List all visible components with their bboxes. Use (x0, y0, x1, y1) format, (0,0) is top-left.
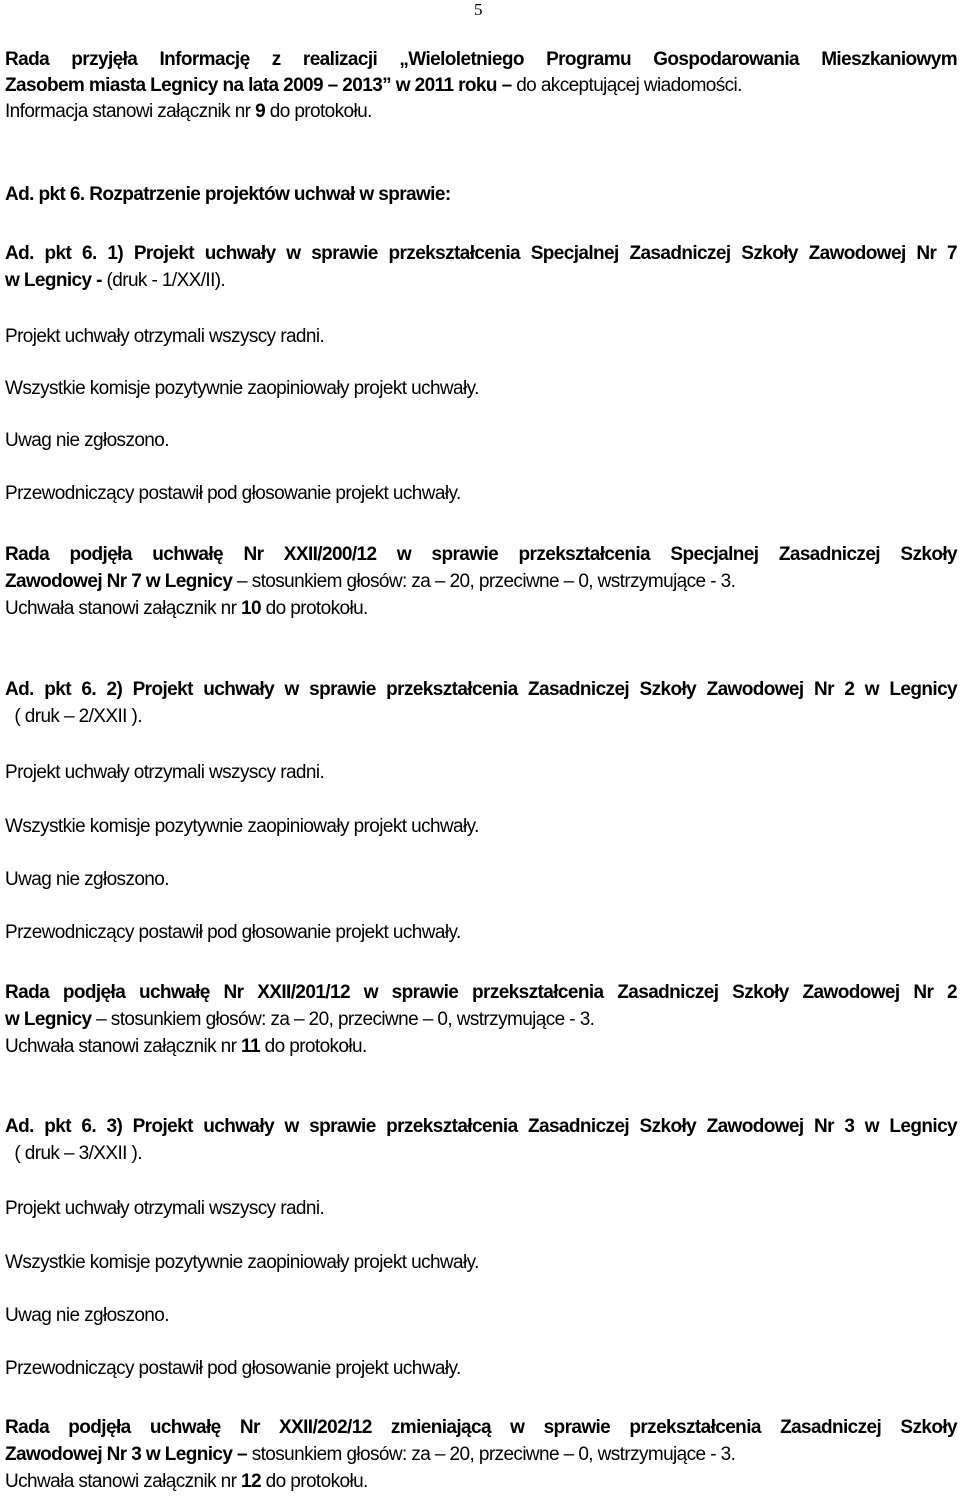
item-2-attachment-number: 11 (241, 1036, 260, 1057)
item-3-heading-druk: ( druk – 3/XXII ). (5, 1143, 142, 1164)
item-2-attachment (5, 1034, 957, 1060)
item-2-heading-druk: ( druk – 2/XXII ). (5, 706, 142, 727)
intro-line-1: Rada przyjęła Informację z realizacji „Wieloletniego Programu Gospodarowania Mieszkaniowym (5, 49, 957, 70)
item-3-attachment-number: 12 (241, 1471, 261, 1492)
item-2-attachment-text: Uchwała stanowi załącznik nr (5, 1036, 242, 1057)
item-1-resolution-bold: Zawodowej Nr 7 w Legnicy (5, 571, 233, 592)
item-2-vote-call: Przewodniczący postawił pod głosowanie projekt uchwały. (5, 922, 461, 943)
item-1-vote-call: Przewodniczący postawił pod głosowanie projekt uchwały. (5, 483, 461, 504)
item-3-received: Projekt uchwały otrzymali wszyscy radni. (5, 1198, 325, 1219)
intro-attachment-number: 9 (255, 101, 266, 122)
item-3-attachment (5, 1469, 957, 1495)
item-3-attachment-text: Uchwała stanowi załącznik nr (5, 1471, 242, 1492)
item-1-vote-result: – stosunkiem głosów: za – 20, przeciwne – 0, wstrzymujące - 3. (232, 571, 736, 592)
section-heading-prefix: Ad. pkt 6. (5, 184, 85, 205)
item-2-heading-line-2 (5, 704, 957, 730)
item-1-attachment-text: Uchwała stanowi załącznik nr (5, 598, 242, 619)
item-2-committees: Wszystkie komisje pozytywnie zaopiniowały projekt uchwały. (5, 816, 479, 837)
intro-line-2 (5, 73, 957, 99)
item-1-attachment-suffix: do protokołu. (260, 598, 368, 619)
item-2-no-remarks: Uwag nie zgłoszono. (5, 869, 169, 890)
intro-line-2-normal: do akceptującej wiadomości. (511, 75, 742, 96)
item-3-resolution-line-2 (5, 1442, 957, 1468)
item-1-resolution-line-1: Rada podjęła uchwałę Nr XXII/200/12 w sprawie przekształcenia Specjalnej Zasadniczej Szkoły (5, 544, 957, 565)
item-3-vote-call: Przewodniczący postawił pod głosowanie projekt uchwały. (5, 1358, 461, 1379)
item-1-attachment-number: 10 (241, 598, 261, 619)
item-2-resolution-line-1: Rada podjęła uchwałę Nr XXII/201/12 w sprawie przekształcenia Zasadniczej Szkoły Zawodowej Nr 2 (5, 982, 957, 1003)
item-1-resolution-line-2 (5, 569, 957, 595)
item-2-resolution-line-2 (5, 1007, 957, 1033)
item-3-committees: Wszystkie komisje pozytywnie zaopiniowały projekt uchwały. (5, 1252, 479, 1273)
item-1-heading-line-2 (5, 268, 957, 294)
intro-attachment (5, 99, 957, 125)
item-1-heading-line-1: Ad. pkt 6. 1) Projekt uchwały w sprawie przekształcenia Specjalnej Zasadniczej Szkoły Zawodowej Nr 7 (5, 243, 957, 264)
intro-attachment-suffix: do protokołu. (265, 101, 372, 122)
item-3-resolution-bold: Zawodowej Nr 3 w Legnicy – (5, 1444, 248, 1465)
item-3-heading-line-2 (5, 1141, 957, 1167)
item-2-received: Projekt uchwały otrzymali wszyscy radni. (5, 762, 325, 783)
item-2-vote-result: – stosunkiem głosów: za – 20, przeciwne – 0, wstrzymujące - 3. (91, 1009, 595, 1030)
item-3-vote-result: stosunkiem głosów: za – 20, przeciwne – 0, wstrzymujące - 3. (247, 1444, 736, 1465)
section-heading-title: Rozpatrzenie projektów uchwał w sprawie: (84, 184, 451, 205)
item-3-resolution-line-1: Rada podjęła uchwałę Nr XXII/202/12 zmieniającą w sprawie przekształcenia Zasadniczej Szkoły (5, 1417, 957, 1438)
intro-line-2-bold: Zasobem miasta Legnicy na lata 2009 – 2013” w 2011 roku – (5, 75, 512, 96)
item-3-heading-line-1: Ad. pkt 6. 3) Projekt uchwały w sprawie przekształcenia Zasadniczej Szkoły Zawodowej Nr 3 w Legnicy (5, 1116, 957, 1137)
item-2-heading-line-1: Ad. pkt 6. 2) Projekt uchwały w sprawie przekształcenia Zasadniczej Szkoły Zawodowej Nr 2 w Legnicy (5, 679, 957, 700)
section-heading (5, 182, 957, 208)
page-number: 5 (474, 0, 483, 19)
item-1-committees: Wszystkie komisje pozytywnie zaopiniowały projekt uchwały. (5, 378, 479, 399)
item-3-attachment-suffix: do protokołu. (260, 1471, 368, 1492)
item-2-resolution-bold: w Legnicy (5, 1009, 92, 1030)
item-1-heading-druk: (druk - 1/XX/II). (106, 270, 226, 291)
item-1-received: Projekt uchwały otrzymali wszyscy radni. (5, 326, 325, 347)
item-1-attachment (5, 596, 957, 622)
item-3-no-remarks: Uwag nie zgłoszono. (5, 1305, 169, 1326)
intro-attachment-text: Informacja stanowi załącznik nr (5, 101, 256, 122)
item-1-no-remarks: Uwag nie zgłoszono. (5, 430, 169, 451)
item-1-heading-bold: w Legnicy - (5, 270, 107, 291)
item-2-attachment-suffix: do protokołu. (259, 1036, 367, 1057)
